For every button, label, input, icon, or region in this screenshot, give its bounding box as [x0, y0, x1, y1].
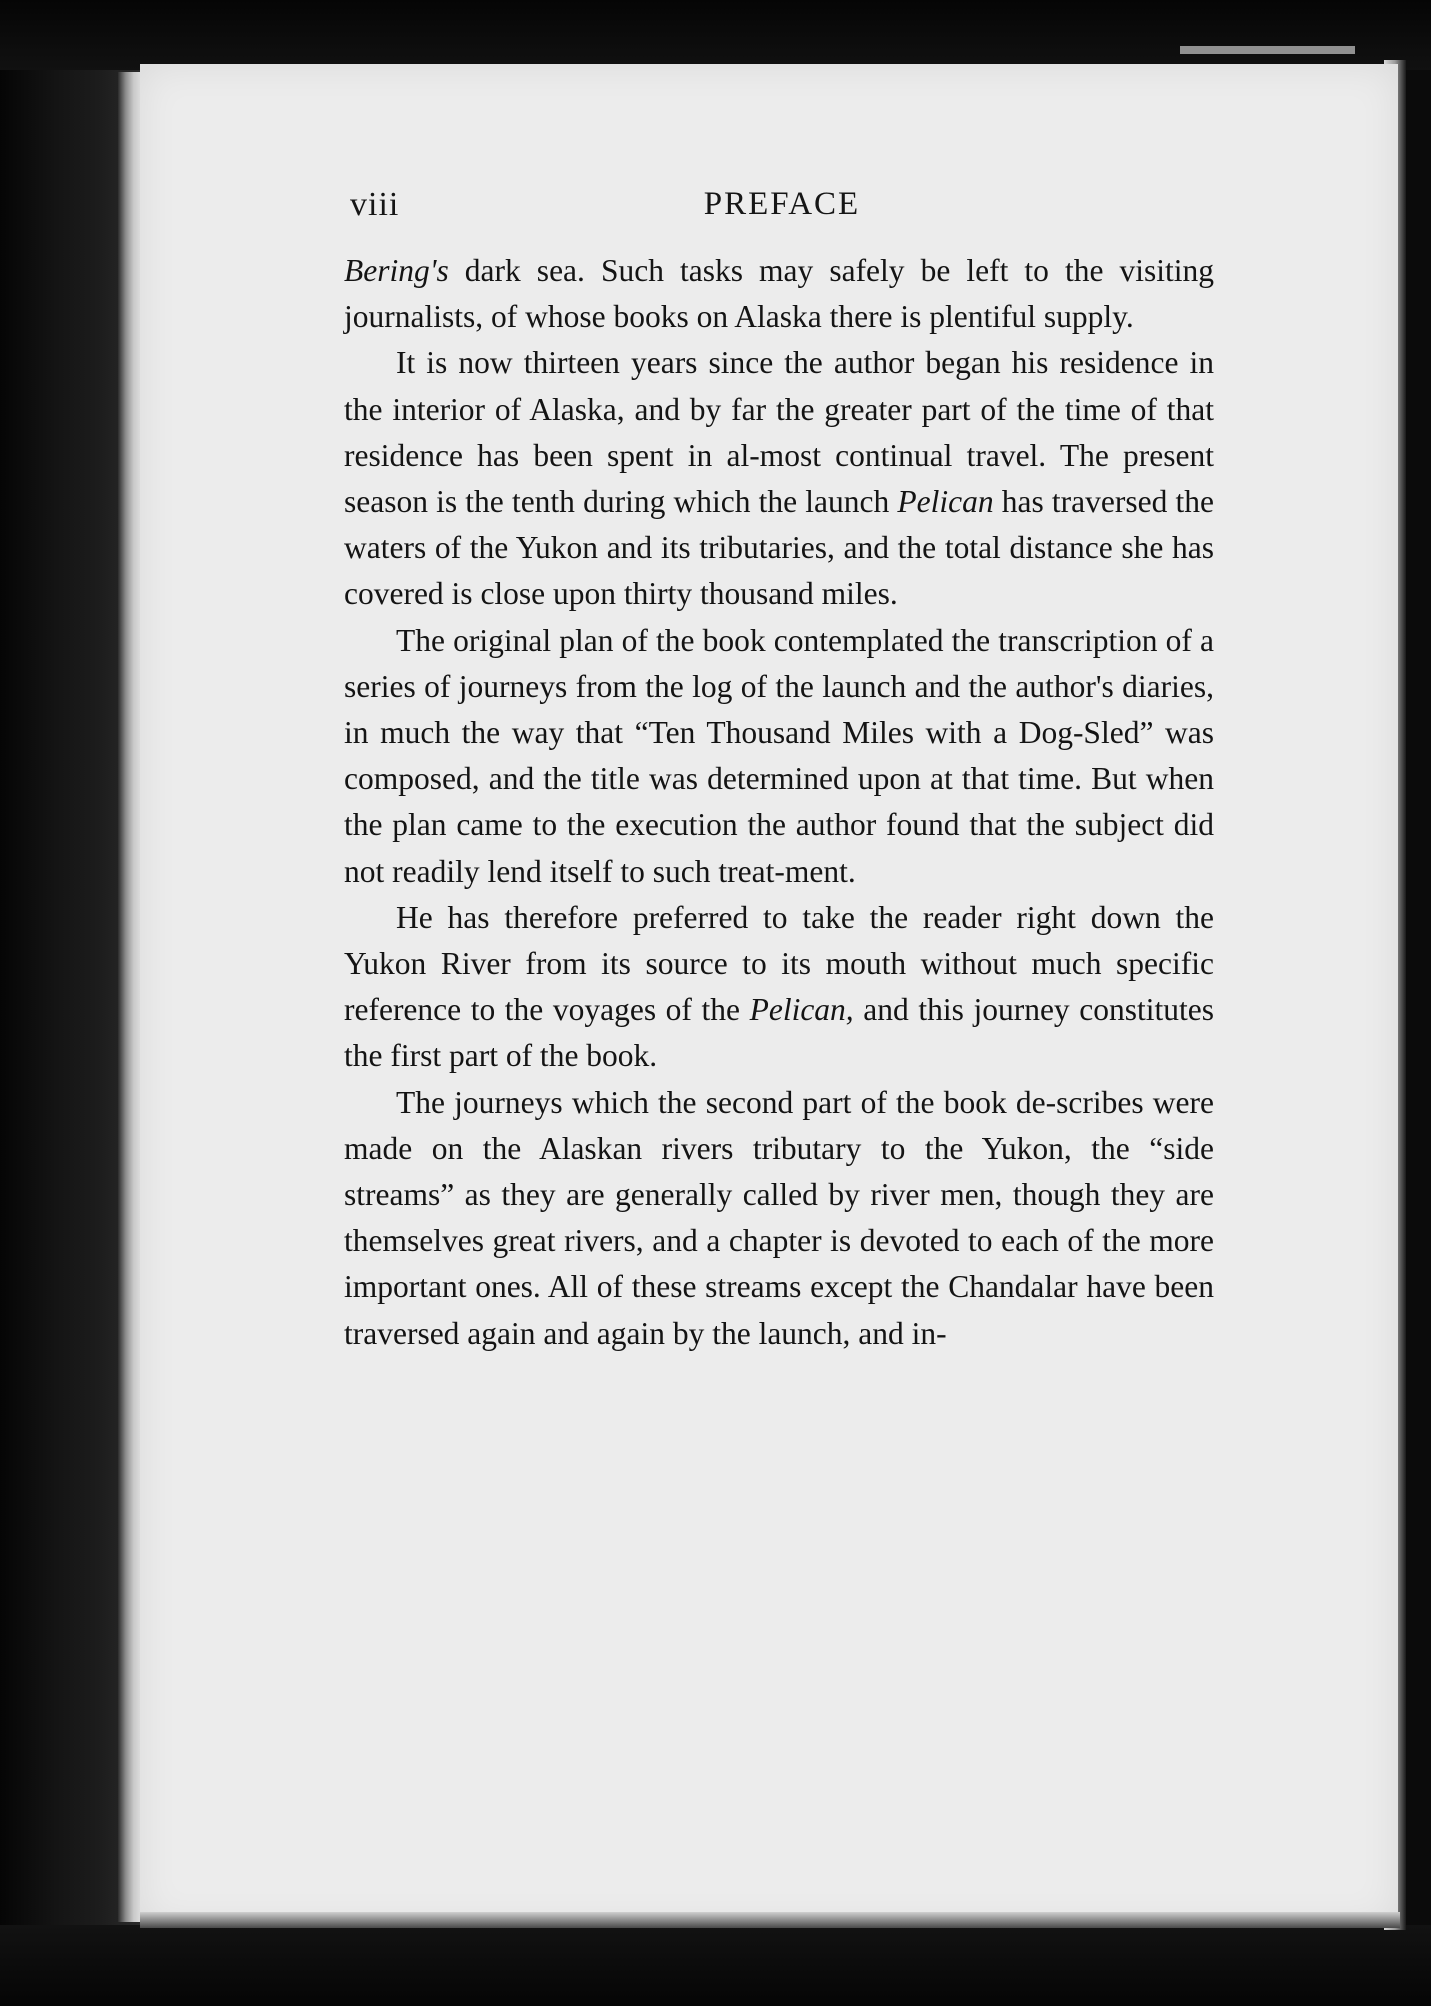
text-segment: The original plan of the book contemplated the transcription of a series of journeys from the log of the launch and the author's diaries, in much the way that “Ten Thousand Miles with a Dog-Sled” was composed, and the title was determined upon at that time. But when the plan came to the execution the author found that the subject did not readily lend itself to such treat-ment. [344, 622, 1214, 889]
paragraph-3 [344, 618, 1214, 895]
page-number: viii [350, 186, 400, 223]
text-segment: The journeys which the second part of the book de-scribes were made on the Alaskan rivers tributary to the Yukon, the “side streams” as they are generally called by river men, though they are themselves great rivers, and a chapter is devoted to each of the more important ones. All of these streams except the Chandalar have been traversed again and again by the launch, and in- [344, 1084, 1214, 1351]
text-segment: It is now thirteen years since the author began his residence in the interior of Alaska, and by far the greater part of the time of that residence has been spent in al-most continual travel. The present season is the tenth during which the launch [344, 345, 1214, 520]
running-head: PREFACE [703, 186, 861, 222]
text-segment: Pelican, [749, 992, 854, 1028]
text-segment: Bering's [344, 253, 449, 288]
paragraph-1 [344, 248, 1214, 340]
page-edge-bottom [140, 1912, 1400, 1928]
body-text [344, 248, 1214, 1357]
text-segment: Pelican [897, 484, 994, 520]
scan-background-bottom [0, 1925, 1431, 2006]
scan-artifact-strip [1180, 46, 1355, 54]
paragraph-4 [344, 895, 1214, 1080]
text-segment: dark sea. Such tasks may safely be left to the visiting journalists, of whose books on Alaska there is plentiful supply. [344, 253, 1214, 335]
text-segment: and this journey constitutes the first part of the book. [344, 992, 1214, 1074]
text-segment: has traversed the waters of the Yukon and its tributaries, and the total distance she has covered is close upon thirty thousand miles. [344, 484, 1214, 612]
paragraph-2 [344, 340, 1214, 617]
text-segment: He has therefore preferred to take the reader right down the Yukon River from its source to its mouth without much specific reference to the voyages of the [344, 899, 1214, 1028]
paragraph-5 [344, 1080, 1214, 1357]
scan-background-top [0, 0, 1431, 70]
page-header [350, 186, 1214, 236]
